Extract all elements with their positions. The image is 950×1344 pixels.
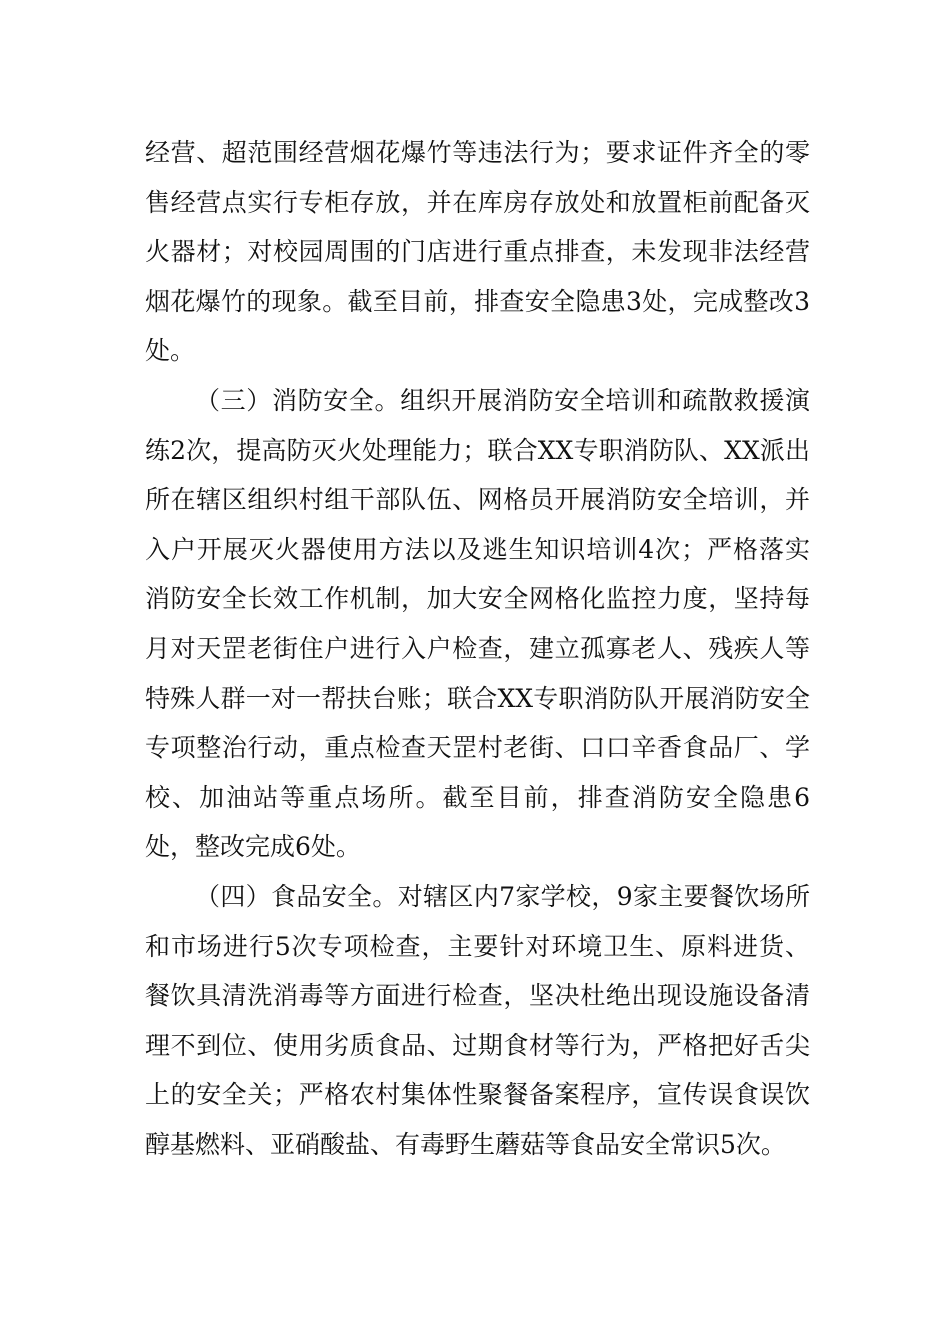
paragraph-food-safety: （四）食品安全。对辖区内7家学校，9家主要餐饮场所和市场进行5次专项检查，主要针对环境卫生、原料进货、餐饮具清洗消毒等方面进行检查，坚决杜绝出现设施设备清理不到位、使用劣质食品、过期食材等行为，严格把好舌尖上的安全关；严格农村集体性聚餐备案程序，宣传误食误饮醇基燃料、亚硝酸盐、有毒野生蘑菇等食品安全常识5次。 (145, 881, 810, 1159)
paragraph-fire-safety: （三）消防安全。组织开展消防安全培训和疏散救援演练2次，提高防灭火处理能力；联合XX专职消防队、XX派出所在辖区组织村组干部队伍、网格员开展消防安全培训，并入户开展灭火器使用方法以及逃生知识培训4次；严格落实消防安全长效工作机制，加大安全网格化监控力度，坚持每月对天罡老街住户进行入户检查，建立孤寡老人、残疾人等特殊人群一对一帮扶台账；联合XX专职消防队开展消防安全专项整治行动，重点检查天罡村老街、口口辛香食品厂、学校、加油站等重点场所。截至目前，排查消防安全隐患6处，整改完成6处。 (145, 385, 810, 862)
document-body (145, 128, 810, 1169)
paragraph-continuation: 经营、超范围经营烟花爆竹等违法行为；要求证件齐全的零售经营点实行专柜存放，并在库房存放处和放置柜前配备灭火器材；对校园周围的门店进行重点排查，未发现非法经营烟花爆竹的现象。截至目前，排查安全隐患3处，完成整改3处。 (145, 138, 810, 366)
